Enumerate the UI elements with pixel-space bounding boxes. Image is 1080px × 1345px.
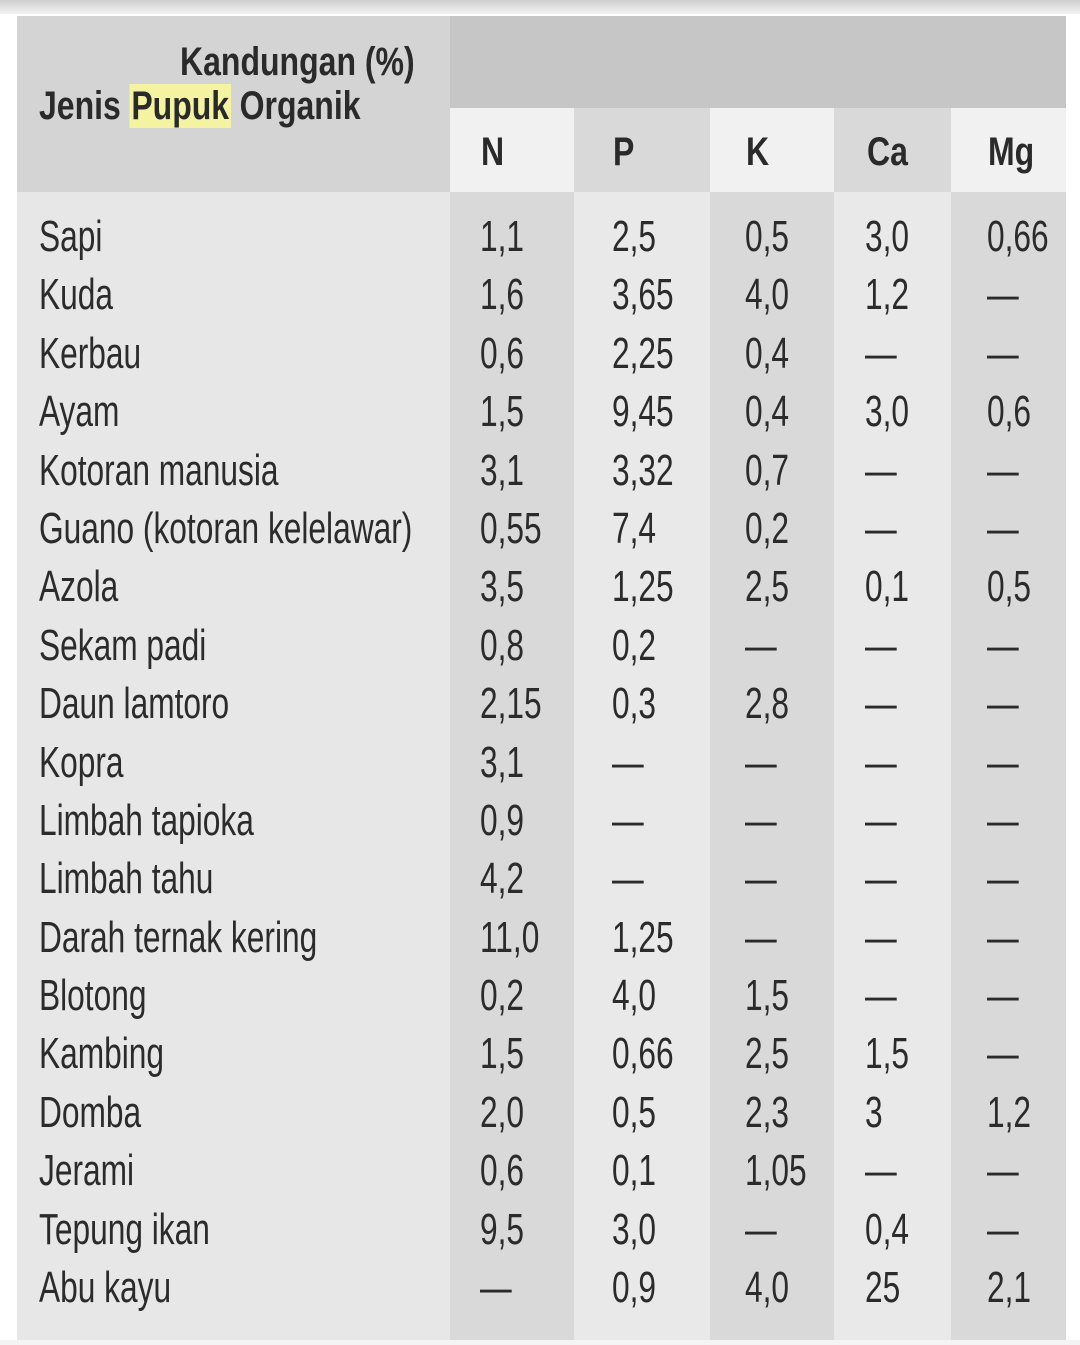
cell-p: 4,0	[612, 971, 657, 1021]
table-row	[17, 909, 1066, 967]
cell-name: Abu kayu	[39, 1263, 172, 1313]
table-row	[17, 850, 1066, 908]
cell-name: Daun lamtoro	[39, 679, 230, 729]
cell-mg: —	[987, 328, 1019, 378]
cell-mg: 0,6	[987, 387, 1032, 437]
cell-n: 3,1	[480, 445, 525, 495]
cell-p: 7,4	[612, 503, 657, 553]
cell-n: —	[480, 1263, 512, 1313]
cell-n: 0,6	[480, 328, 525, 378]
cell-p: 3,32	[612, 445, 674, 495]
header-cell-k	[710, 108, 834, 192]
cell-mg: —	[987, 1146, 1019, 1196]
cell-n: 1,5	[480, 387, 525, 437]
table-row	[17, 325, 1066, 383]
cell-ca: —	[865, 679, 897, 729]
cell-n: 11,0	[480, 912, 540, 962]
highlighted-word: Pupuk	[131, 84, 230, 128]
cell-k: 0,2	[745, 503, 790, 553]
table-row	[17, 967, 1066, 1025]
cell-ca: —	[865, 795, 897, 845]
cell-ca: 3	[865, 1087, 883, 1137]
cell-p: 0,5	[612, 1087, 657, 1137]
table-row	[17, 500, 1066, 558]
cell-k: 2,8	[745, 679, 790, 729]
table-row	[17, 266, 1066, 324]
table-row	[17, 792, 1066, 850]
cell-mg: —	[987, 445, 1019, 495]
cell-mg: 2,1	[987, 1263, 1032, 1313]
cell-p: 0,9	[612, 1263, 657, 1313]
cell-name: Limbah tapioka	[39, 795, 254, 845]
cell-name: Kuda	[39, 270, 113, 320]
cell-p: 3,65	[612, 270, 674, 320]
cell-mg: —	[987, 854, 1019, 904]
cell-k: 2,5	[745, 1029, 790, 1079]
table-row	[17, 1084, 1066, 1142]
cell-k: 0,5	[745, 212, 790, 261]
cell-ca: 3,0	[865, 212, 910, 261]
cell-ca: —	[865, 971, 897, 1021]
cell-n: 0,9	[480, 795, 525, 845]
cell-ca: 0,1	[865, 562, 910, 612]
cell-name: Darah ternak kering	[39, 912, 318, 962]
cell-p: 0,2	[612, 620, 657, 670]
cell-k: —	[745, 854, 777, 904]
column-header-mg: Mg	[988, 130, 1035, 174]
cell-mg: —	[987, 503, 1019, 553]
cell-ca: 3,0	[865, 387, 910, 437]
cell-k: —	[745, 912, 777, 962]
cell-mg: 1,2	[987, 1087, 1032, 1137]
cell-ca: 0,4	[865, 1204, 910, 1254]
cell-n: 1,6	[480, 270, 525, 320]
header-group-cell	[450, 16, 1066, 108]
cell-p: 1,25	[612, 912, 674, 962]
cell-mg: 0,5	[987, 562, 1032, 612]
cell-name: Kerbau	[39, 328, 142, 378]
header-group-title: Kandungan (%)	[180, 40, 415, 84]
cell-k: 4,0	[745, 1263, 790, 1313]
table-row	[17, 734, 1066, 792]
cell-k: 1,5	[745, 971, 790, 1021]
top-edge	[0, 0, 1080, 14]
cell-p: 2,25	[612, 328, 674, 378]
table-row	[17, 1259, 1066, 1317]
cell-k: 2,5	[745, 562, 790, 612]
header-cell-p	[574, 108, 710, 192]
cell-k: 4,0	[745, 270, 790, 320]
table-row	[17, 1025, 1066, 1083]
cell-ca: —	[865, 737, 897, 787]
cell-mg: —	[987, 270, 1019, 320]
cell-ca: —	[865, 1146, 897, 1196]
cell-k: —	[745, 1204, 777, 1254]
cell-ca: —	[865, 912, 897, 962]
table-row	[17, 1201, 1066, 1259]
header-title-name	[39, 82, 361, 130]
cell-name: Sekam padi	[39, 620, 207, 670]
cell-name: Jerami	[39, 1146, 135, 1196]
cell-mg: —	[987, 912, 1019, 962]
cell-ca: 1,5	[865, 1029, 910, 1079]
cell-name: Kopra	[39, 737, 124, 787]
cell-n: 1,5	[480, 1029, 525, 1079]
cell-p: —	[612, 737, 644, 787]
cell-n: 2,0	[480, 1087, 525, 1137]
bottom-edge	[0, 1340, 1080, 1345]
column-header-p: P	[613, 130, 635, 174]
cell-n: 0,6	[480, 1146, 525, 1196]
cell-mg: —	[987, 620, 1019, 670]
cell-p: —	[612, 854, 644, 904]
column-header-n: N	[481, 130, 505, 174]
cell-k: —	[745, 737, 777, 787]
table-row	[17, 383, 1066, 441]
cell-n: 4,2	[480, 854, 525, 904]
cell-ca: —	[865, 854, 897, 904]
cell-ca: —	[865, 620, 897, 670]
cell-k: —	[745, 795, 777, 845]
cell-k: 2,3	[745, 1087, 790, 1137]
header-cell-n	[450, 108, 574, 192]
table-row	[17, 675, 1066, 733]
cell-n: 1,1	[480, 212, 525, 261]
cell-name: Azola	[39, 562, 119, 612]
cell-mg: 0,66	[987, 212, 1049, 261]
cell-n: 0,8	[480, 620, 525, 670]
table-row	[17, 558, 1066, 616]
table-row	[17, 617, 1066, 675]
cell-mg: —	[987, 737, 1019, 787]
cell-p: —	[612, 795, 644, 845]
cell-ca: —	[865, 328, 897, 378]
cell-mg: —	[987, 795, 1019, 845]
cell-mg: —	[987, 1204, 1019, 1254]
cell-mg: —	[987, 1029, 1019, 1079]
cell-name: Limbah tahu	[39, 854, 214, 904]
cell-ca: 1,2	[865, 270, 910, 320]
cell-k: 0,7	[745, 445, 790, 495]
table-row	[17, 442, 1066, 500]
cell-name: Ayam	[39, 387, 120, 437]
cell-n: 0,2	[480, 971, 525, 1021]
cell-n: 0,55	[480, 503, 542, 553]
cell-p: 0,3	[612, 679, 657, 729]
cell-p: 0,66	[612, 1029, 674, 1079]
cell-k: 1,05	[745, 1146, 807, 1196]
cell-n: 3,1	[480, 737, 525, 787]
cell-name: Domba	[39, 1087, 142, 1137]
header-title-post: Organik	[230, 84, 361, 128]
cell-p: 0,1	[612, 1146, 657, 1196]
cell-ca: 25	[865, 1263, 901, 1313]
header-title-pre: Jenis	[39, 84, 130, 128]
cell-name: Kotoran manusia	[39, 445, 279, 495]
cell-k: 0,4	[745, 328, 790, 378]
fertilizer-table	[17, 16, 1066, 1340]
cell-p: 2,5	[612, 212, 657, 261]
cell-name: Kambing	[39, 1029, 165, 1079]
cell-mg: —	[987, 679, 1019, 729]
cell-name: Sapi	[39, 212, 103, 261]
column-header-ca: Ca	[867, 130, 908, 174]
table-row	[17, 1142, 1066, 1200]
cell-n: 3,5	[480, 562, 525, 612]
table-row	[17, 208, 1066, 266]
cell-ca: —	[865, 445, 897, 495]
cell-n: 2,15	[480, 679, 542, 729]
column-header-k: K	[746, 130, 770, 174]
cell-mg: —	[987, 971, 1019, 1021]
cell-p: 1,25	[612, 562, 674, 612]
cell-k: 0,4	[745, 387, 790, 437]
cell-p: 9,45	[612, 387, 674, 437]
cell-name: Tepung ikan	[39, 1204, 210, 1254]
cell-name: Guano (kotoran kelelawar)	[39, 503, 413, 553]
table-body	[17, 208, 1066, 1317]
cell-ca: —	[865, 503, 897, 553]
cell-name: Blotong	[39, 971, 147, 1021]
cell-n: 9,5	[480, 1204, 525, 1254]
cell-k: —	[745, 620, 777, 670]
cell-p: 3,0	[612, 1204, 657, 1254]
